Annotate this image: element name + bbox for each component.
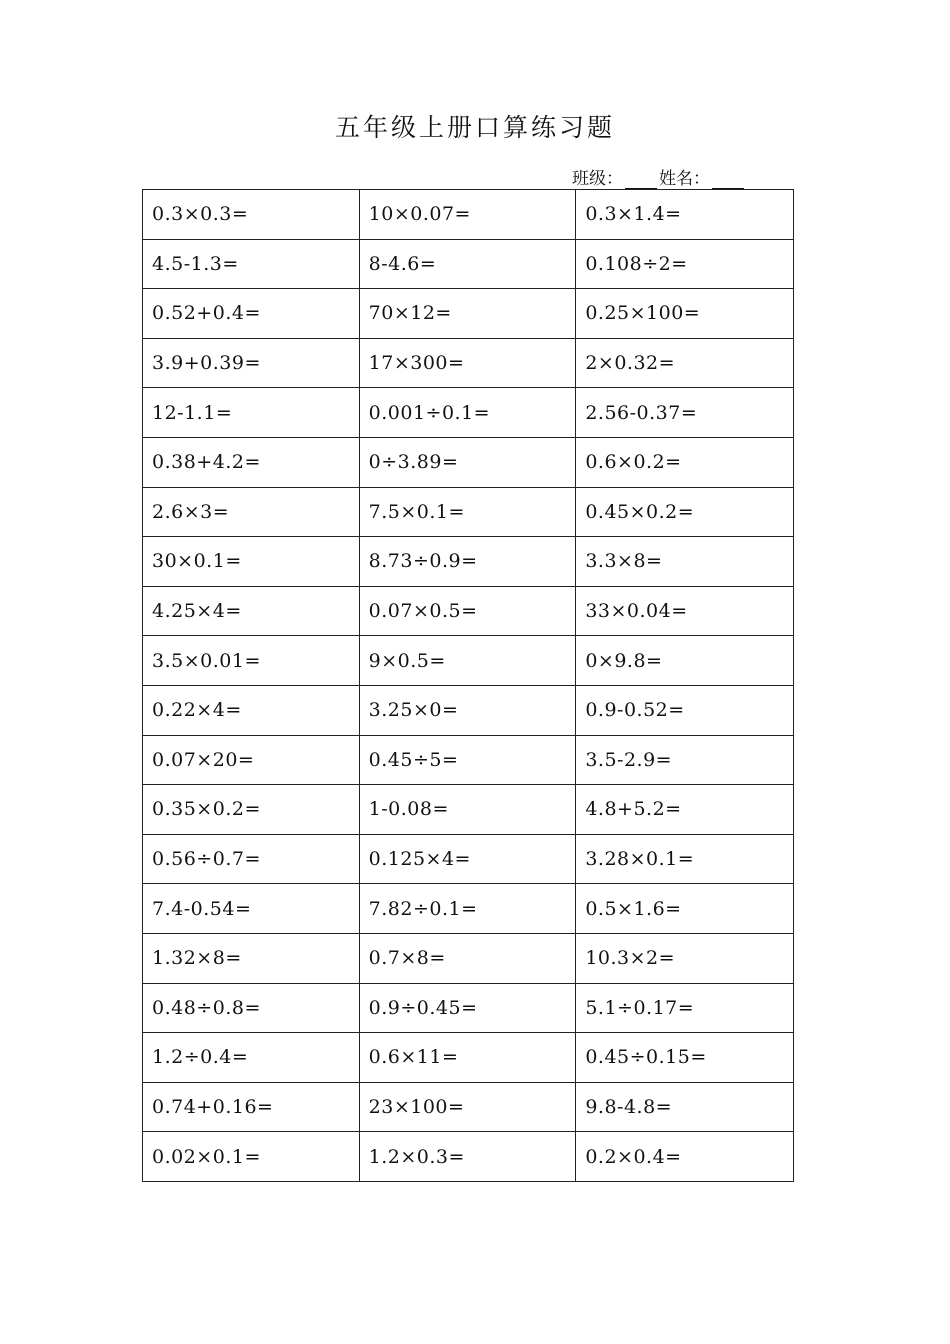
exercise-cell: 0.125×4= [359, 834, 576, 884]
table-row [143, 487, 794, 537]
class-label: 班级： [572, 169, 623, 189]
exercise-cell: 8-4.6= [359, 239, 576, 289]
exercise-cell: 0.45×0.2= [576, 487, 794, 537]
exercise-cell: 0.38+4.2= [143, 437, 360, 487]
exercise-cell: 0.02×0.1= [143, 1132, 360, 1182]
table-row [143, 388, 794, 438]
exercise-cell: 7.82÷0.1= [359, 884, 576, 934]
exercise-cell: 30×0.1= [143, 537, 360, 587]
table-row [143, 636, 794, 686]
exercise-cell: 0.6×11= [359, 1033, 576, 1083]
table-row [143, 190, 794, 240]
exercise-cell: 0.9÷0.45= [359, 983, 576, 1033]
table-row [143, 735, 794, 785]
exercise-cell: 0.22×4= [143, 685, 360, 735]
exercise-cell: 0.7×8= [359, 933, 576, 983]
student-info [572, 164, 746, 189]
exercise-cell: 1.2×0.3= [359, 1132, 576, 1182]
exercise-cell: 3.9+0.39= [143, 338, 360, 388]
exercise-table [142, 189, 794, 1182]
exercise-cell: 0.2×0.4= [576, 1132, 794, 1182]
exercise-cell: 0.07×0.5= [359, 586, 576, 636]
table-row [143, 884, 794, 934]
exercise-cell: 0.108÷2= [576, 239, 794, 289]
exercise-cell: 3.25×0= [359, 685, 576, 735]
exercise-cell: 9.8-4.8= [576, 1082, 794, 1132]
exercise-cell: 0.5×1.6= [576, 884, 794, 934]
exercise-cell: 4.25×4= [143, 586, 360, 636]
table-row [143, 685, 794, 735]
table-row [143, 437, 794, 487]
exercise-cell: 3.5×0.01= [143, 636, 360, 686]
exercise-cell: 2.6×3= [143, 487, 360, 537]
exercise-cell: 17×300= [359, 338, 576, 388]
exercise-table-body [143, 190, 794, 1182]
exercise-cell: 2×0.32= [576, 338, 794, 388]
exercise-cell: 10.3×2= [576, 933, 794, 983]
table-row [143, 239, 794, 289]
page-title: 五年级上册口算练习题 [334, 113, 615, 142]
exercise-cell: 0.74+0.16= [143, 1082, 360, 1132]
exercise-cell: 12-1.1= [143, 388, 360, 438]
exercise-cell: 0.25×100= [576, 289, 794, 339]
exercise-cell: 1.2÷0.4= [143, 1033, 360, 1083]
class-blank[interactable] [625, 170, 657, 189]
table-row [143, 1132, 794, 1182]
exercise-cell: 4.5-1.3= [143, 239, 360, 289]
exercise-cell: 0.3×0.3= [143, 190, 360, 240]
name-blank[interactable] [712, 170, 744, 189]
name-label: 姓名： [659, 169, 710, 189]
table-row [143, 1033, 794, 1083]
exercise-cell: 0.48÷0.8= [143, 983, 360, 1033]
exercise-cell: 0.3×1.4= [576, 190, 794, 240]
exercise-cell: 3.3×8= [576, 537, 794, 587]
table-row [143, 983, 794, 1033]
table-row [143, 933, 794, 983]
exercise-cell: 7.4-0.54= [143, 884, 360, 934]
exercise-cell: 4.8+5.2= [576, 785, 794, 835]
exercise-cell: 0.45÷5= [359, 735, 576, 785]
exercise-cell: 1-0.08= [359, 785, 576, 835]
exercise-cell: 10×0.07= [359, 190, 576, 240]
table-row [143, 785, 794, 835]
table-row [143, 1082, 794, 1132]
table-row [143, 537, 794, 587]
exercise-cell: 9×0.5= [359, 636, 576, 686]
exercise-cell: 0.52+0.4= [143, 289, 360, 339]
exercise-cell: 2.56-0.37= [576, 388, 794, 438]
exercise-cell: 3.28×0.1= [576, 834, 794, 884]
table-row [143, 289, 794, 339]
exercise-cell: 0×9.8= [576, 636, 794, 686]
exercise-cell: 0.56÷0.7= [143, 834, 360, 884]
exercise-cell: 23×100= [359, 1082, 576, 1132]
exercise-cell: 3.5-2.9= [576, 735, 794, 785]
exercise-cell: 0.9-0.52= [576, 685, 794, 735]
exercise-cell: 8.73÷0.9= [359, 537, 576, 587]
exercise-cell: 70×12= [359, 289, 576, 339]
table-row [143, 586, 794, 636]
table-row [143, 834, 794, 884]
exercise-cell: 33×0.04= [576, 586, 794, 636]
exercise-cell: 0.001÷0.1= [359, 388, 576, 438]
exercise-cell: 5.1÷0.17= [576, 983, 794, 1033]
exercise-cell: 0.07×20= [143, 735, 360, 785]
exercise-cell: 0.35×0.2= [143, 785, 360, 835]
exercise-cell: 0÷3.89= [359, 437, 576, 487]
table-row [143, 338, 794, 388]
exercise-cell: 7.5×0.1= [359, 487, 576, 537]
exercise-cell: 0.6×0.2= [576, 437, 794, 487]
exercise-cell: 0.45÷0.15= [576, 1033, 794, 1083]
exercise-cell: 1.32×8= [143, 933, 360, 983]
